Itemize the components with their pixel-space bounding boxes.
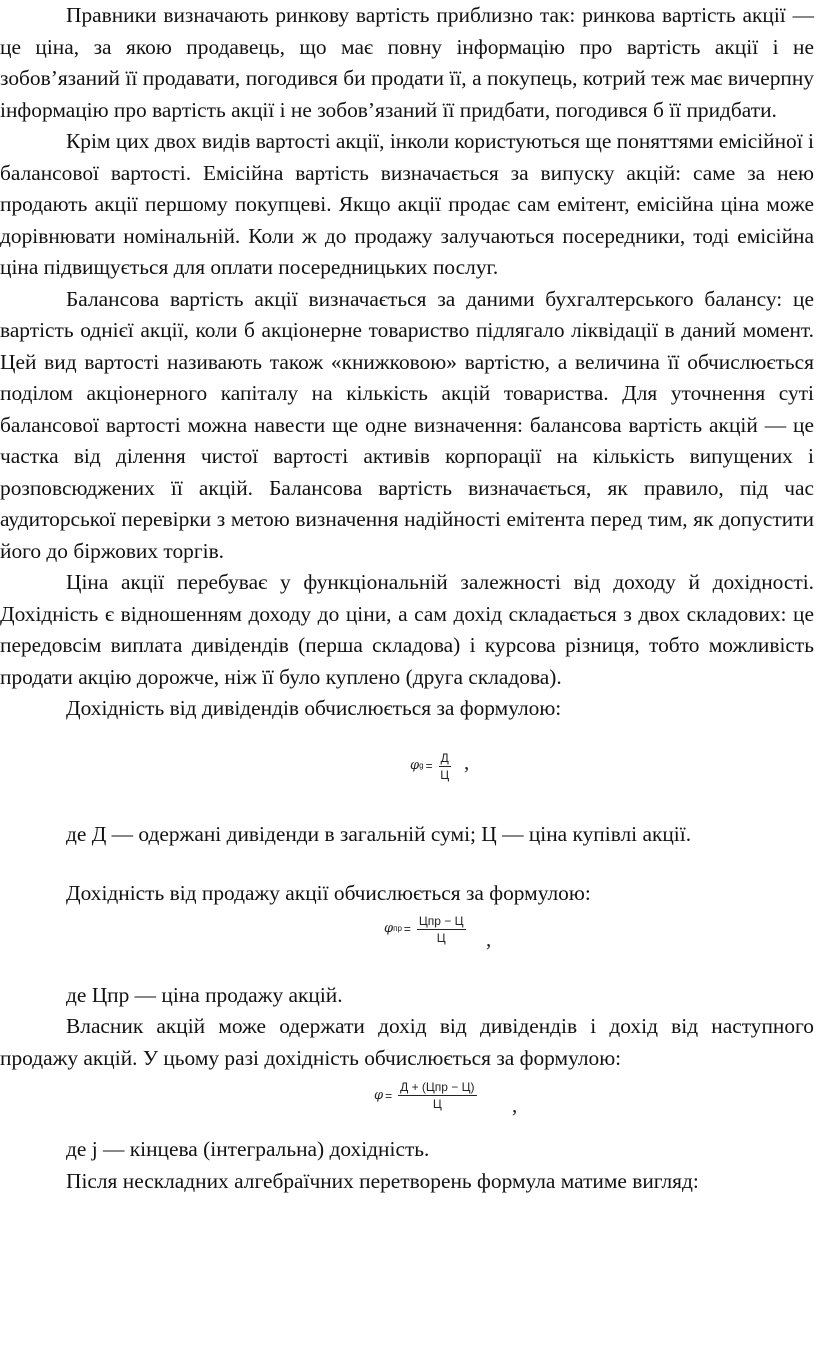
fraction	[439, 751, 451, 782]
paragraph-price-yield: Ціна акції перебуває у функціональній залежності від доходу й дохідності. Дохідність є відношенням доходу до ціни, а сам дохід складається з двох складових: це передовсім виплата дивідендів (перша складова) і курсова різниця, тобто можливість продати акцію дорожче, ніж її було куплено (друга складова).	[0, 570, 814, 689]
equals-sign: =	[385, 1088, 393, 1103]
phi-subscript: g	[419, 761, 424, 770]
paragraph-market-value: Правники визначають ринкову вартість приблизно так: ринкова вартість акції — це ціна, за якою продавець, що має повну інформацію про вартість акції і не зобов’язаний її продавати, погодився би продати її, а покупець, котрий теж має вичерпну інформацію про вартість акції і не зобов’язаний її придбати, погодився б її придбати.	[0, 3, 814, 122]
phi-symbol: φ	[410, 758, 420, 773]
formula-comma: ,	[464, 749, 470, 774]
paragraph-dividend-legend: де Д — одержані дивіденди в загальній сумі; Ц — ціна купівлі акції.	[66, 821, 692, 846]
formula-comma: ,	[512, 1093, 518, 1117]
fraction-numerator: Д	[440, 750, 449, 765]
fraction	[417, 914, 466, 945]
equals-sign: =	[425, 759, 433, 773]
fraction-numerator: Цпр − Ц	[418, 913, 464, 928]
formula-total-yield-math	[374, 1080, 477, 1111]
paragraph-integral-legend: де j — кінцева (інтегральна) дохідність.	[66, 1137, 430, 1161]
paragraph-total-yield-intro: Власник акцій може одержати дохід від дивідендів і дохід від наступного продажу акцій. У цьому разі дохідність обчислюється за формулою:	[0, 1014, 814, 1070]
formula-total-yield	[0, 1074, 814, 1134]
phi-symbol: φ	[374, 1087, 384, 1103]
paragraph-sale-legend: де Цпр — ціна продажу акцій.	[66, 982, 343, 1007]
fraction-denominator: Ц	[440, 767, 450, 782]
fraction-denominator: Ц	[432, 1097, 442, 1111]
paragraph-emission-value: Крім цих двох видів вартості акції, інколи користуються ще поняттями емісійної і балансової вартості. Емісійна вартість визначається за випуску акцій: саме за нею продають акції першому покупцеві. Якщо акції продає сам емітент, емісійна ціна може дорівнювати номінальній. Коли ж до продажу залучаються посередники, тоді емісійна ціна підвищується для оплати посередницьких послуг.	[0, 129, 814, 279]
formula-dividend-yield-math	[410, 751, 451, 782]
equals-sign: =	[403, 922, 411, 936]
formula-sale-yield-math	[384, 914, 466, 945]
fraction	[398, 1080, 476, 1111]
fraction-denominator: Ц	[436, 930, 446, 945]
paragraph-dividend-yield-intro: Дохідність від дивідендів обчислюється за формулою:	[66, 696, 562, 720]
phi-subscript: пр	[393, 924, 402, 933]
formula-dividend-yield	[0, 725, 814, 819]
phi-symbol: φ	[384, 921, 394, 936]
paragraph-sale-yield-intro: Дохідність від продажу акції обчислюється за формулою:	[66, 881, 591, 905]
fraction-numerator: Д + (Цпр − Ц)	[400, 1080, 475, 1094]
paragraph-balance-value: Балансова вартість акції визначається за даними бухгалтерського балансу: це вартість однієї акції, коли б акціонерне товариство підлягало ліквідації в даний момент. Цей вид вартості називають також «книжковою» вартістю, а величина її обчислюється поділом акціонерного капіталу на кількість акцій товариства. Для уточнення суті балансової вартості можна навести ще одне визначення: балансова вартість акцій — це частка від ділення чистої вартості активів корпорації на кількість випущених і розповсюджених її акцій. Балансова вартість визначається, як правило, під час аудиторської перевірки з метою визначення надійності емітента перед тим, як допустити його до біржових торгів.	[0, 286, 814, 563]
paragraph-final-form-intro: Після нескладних алгебраїчних перетворень формула матиме вигляд:	[66, 1168, 699, 1193]
formula-sale-yield	[0, 910, 814, 980]
formula-comma: ,	[486, 926, 492, 951]
